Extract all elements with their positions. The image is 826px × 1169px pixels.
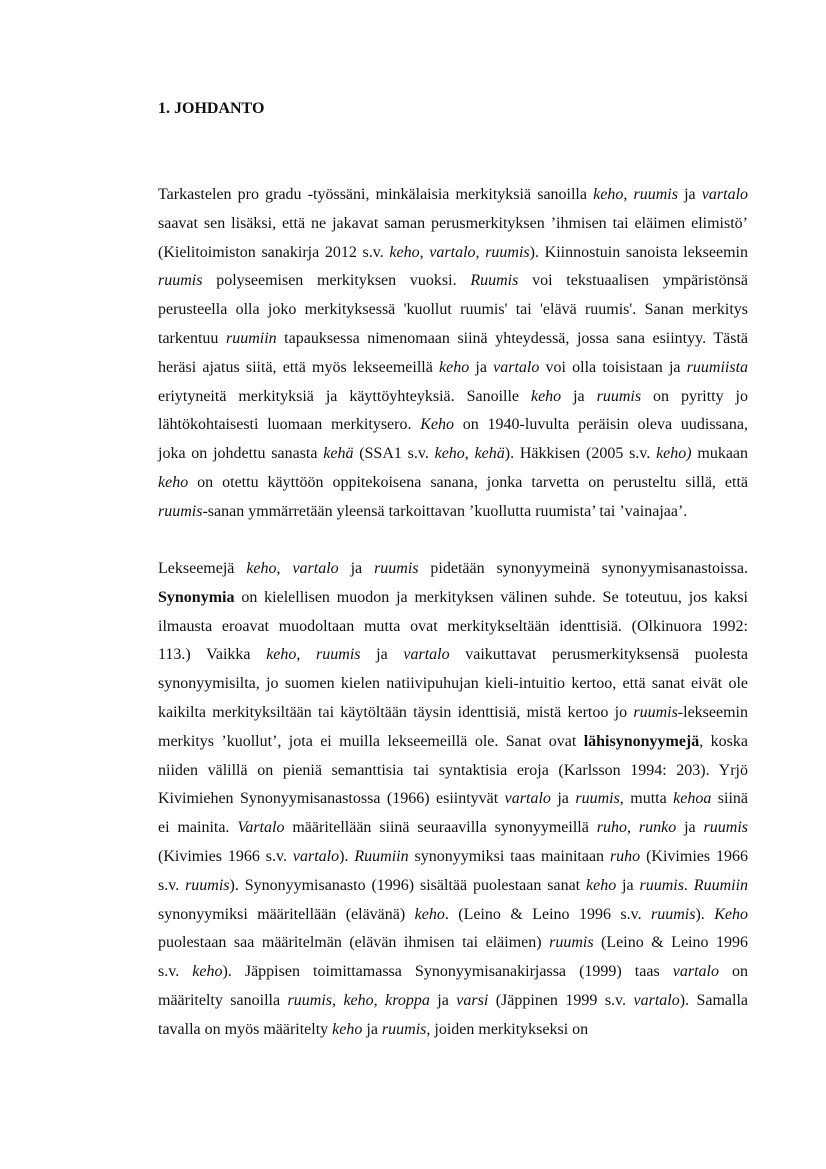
italic-term: ruumis [633, 186, 678, 203]
italic-term: keho [414, 905, 445, 923]
text-segment: ja [677, 186, 702, 203]
text-segment: siinä [711, 790, 749, 808]
italic-term: keho [585, 876, 617, 894]
italic-term: keho [246, 560, 277, 577]
text-segment: saavat sen lisäksi, että ne jakavat saman perusmerkityksen ’ihmisen tai eläimen elimistö’ [158, 214, 748, 232]
text-segment: , [623, 186, 634, 203]
italic-term: runko [638, 819, 677, 837]
text-line [158, 498, 748, 527]
italic-term: ruumiin [225, 329, 277, 347]
italic-term: kehä [474, 445, 505, 463]
text-segment: . (Leino & Leino 1996 s.v. [444, 905, 652, 923]
italic-term: ruumis [158, 502, 203, 520]
text-line [158, 641, 748, 670]
text-line [158, 872, 748, 901]
text-line [158, 210, 748, 239]
italic-term: ruumis [651, 905, 696, 923]
text-line [158, 181, 748, 210]
text-segment: vaikuttavat perusmerkityksensä puolesta [449, 646, 749, 664]
text-segment: on [718, 963, 749, 981]
text-segment: lähtökohtaisesti luomaan merkitysero. [158, 416, 421, 434]
italic-term: keho [343, 991, 374, 1009]
text-segment: perusteella olla joko merkityksessä 'kuollut ruumis' tai 'elävä ruumis'. Sanan merkitys [158, 301, 748, 319]
text-segment: , mutta [619, 790, 674, 808]
text-segment: , [464, 445, 475, 463]
italic-term: keho) [656, 445, 692, 463]
text-segment: määritelty sanoilla [158, 991, 288, 1009]
italic-term: keho [266, 646, 297, 664]
text-line [158, 267, 748, 296]
italic-term: ruumis [185, 876, 230, 894]
text-segment: ja [469, 358, 494, 376]
text-line [158, 785, 748, 814]
text-segment: ilmausta eroavat muodoltaan mutta ovat merkitykseltään identtisiä. (Olkinuora 1992: [158, 617, 748, 635]
text-segment: synonyymisilta, jo suomen kielen natiivipuhujan kieli-intuitio kertoo, että sanat eivät ole [158, 675, 748, 693]
text-segment: ja [338, 560, 375, 577]
text-segment: ja [360, 646, 404, 664]
italic-term: ruumis [549, 934, 594, 952]
text-segment: , [331, 991, 344, 1009]
text-segment: , koska [699, 732, 749, 750]
italic-term: ruumis [575, 790, 620, 808]
text-line [158, 699, 748, 728]
text-line [158, 728, 748, 757]
text-segment: (Leino & Leino 1996 [593, 934, 749, 952]
italic-term: vartalo [701, 186, 749, 203]
text-segment: ). Jäppisen toimittamassa Synonyymisanakirjassa (1999) taas [222, 963, 673, 981]
text-segment: , [626, 819, 639, 837]
text-segment: ). Häkkisen (2005 s.v. [504, 445, 657, 463]
text-segment: voi olla toisistaan ja [539, 358, 687, 376]
italic-term: Ruumiin [693, 876, 749, 894]
italic-term: keho [593, 186, 624, 203]
text-line [158, 296, 748, 325]
text-segment: (SSA1 s.v. [353, 445, 435, 463]
italic-term: ruumis [596, 387, 642, 405]
text-segment: niiden välillä on pieniä semanttisia tai syntaktisia eroja (Karlsson 1994: 203). Yrjö [158, 761, 748, 779]
text-segment: kaikilta merkityksiltään tai käytöltään täysin identtisiä, mistä kertoo jo [158, 703, 634, 721]
text-line [158, 584, 748, 613]
text-segment: 113.) Vaikka [158, 646, 267, 664]
text-line [158, 613, 748, 642]
text-segment: , joiden merkitykseksi on [426, 1020, 589, 1038]
text-segment: on kielellisen muodon ja merkityksen välinen suhde. Se toteutuu, jos kaksi [234, 588, 748, 606]
text-line [158, 555, 748, 584]
text-segment: eriytyneitä merkityksiä ja käyttöyhteyksiä. Sanoille [158, 387, 531, 405]
text-segment: ja [616, 876, 640, 894]
italic-term: vartalo [403, 646, 450, 664]
text-segment: on pyritty jo [641, 387, 749, 405]
text-line [158, 325, 748, 354]
text-segment: synonyymiksi määritellään (elävänä) [158, 905, 415, 923]
text-segment: tarkentuu [158, 329, 226, 347]
italic-term: keho [158, 473, 189, 491]
italic-term: vartalo [292, 560, 339, 577]
italic-term: keho, vartalo, ruumis [389, 243, 530, 261]
italic-term: Keho [420, 416, 455, 434]
text-segment: ja [676, 819, 704, 837]
text-segment: Tarkastelen pro gradu -työssäni, minkälaisia merkityksiä sanoilla [158, 186, 594, 203]
text-segment: voi tekstuaalisen ympäristönsä [518, 272, 749, 290]
italic-term: ruumis [381, 1020, 427, 1038]
italic-term: kehoa [673, 790, 712, 808]
text-line [158, 440, 748, 469]
text-segment: . [683, 876, 694, 894]
italic-term: kehä [323, 445, 354, 463]
text-segment: , [276, 560, 293, 577]
italic-term: ruho [596, 819, 627, 837]
italic-term: ruho [609, 847, 641, 865]
italic-term: ruumis [158, 272, 203, 290]
text-segment: ja [429, 991, 457, 1009]
italic-term: vartalo [672, 963, 719, 981]
text-segment: ). Synonyymisanasto (1996) sisältää puolestaan sanat [229, 876, 586, 894]
italic-term: vartalo [493, 358, 540, 376]
text-segment: heräsi ajatus siitä, että myös lekseemeillä [158, 358, 439, 376]
text-segment: (Kivimies 1966 s.v. [158, 847, 293, 865]
text-line [158, 901, 748, 930]
text-segment: määritellään siinä seuraavilla synonyymeillä [284, 819, 597, 837]
text-segment: ). Samalla [679, 991, 749, 1009]
text-segment: s.v. [158, 963, 193, 981]
text-segment: ). [695, 905, 715, 923]
text-segment: joka on johdettu sanasta [158, 445, 324, 463]
italic-term: ruumiista [686, 358, 749, 376]
italic-term: vartalo [504, 790, 551, 808]
text-segment: -sanan ymmärretään yleensä tarkoittavan ’kuollutta ruumista’ tai ’vainajaa’. [202, 502, 688, 520]
italic-term: keho [332, 1020, 363, 1038]
text-segment: synonyymiksi taas mainitaan [408, 847, 610, 865]
italic-term: ruumis [639, 876, 684, 894]
italic-term: Ruumis [470, 272, 519, 290]
text-line [158, 354, 748, 383]
text-segment: puolestaan saa määritelmän (elävän ihmisen tai eläimen) [158, 934, 550, 952]
text-segment: mukaan [691, 445, 749, 463]
bold-term: Synonymia [158, 588, 235, 606]
italic-term: vartalo [292, 847, 340, 865]
body-paragraph-1 [158, 181, 748, 527]
italic-term: varsi [456, 991, 489, 1009]
text-segment: pidetään synonyymeinä synonyymisanastoissa. [418, 560, 749, 577]
text-line [158, 239, 748, 268]
text-segment: Kivimiehen Synonyymisanastossa (1966) esiintyvät [158, 790, 505, 808]
italic-term: ruumis [287, 991, 332, 1009]
text-segment: (Kielitoimiston sanakirja 2012 s.v. [158, 243, 390, 261]
text-segment: , [373, 991, 386, 1009]
bold-term: lähisynonyymejä [583, 732, 700, 750]
text-segment: ei mainita. [158, 819, 238, 837]
text-line [158, 987, 748, 1016]
italic-term: keho [439, 358, 470, 376]
italic-term: Ruumiin [354, 847, 409, 865]
text-line [158, 814, 748, 843]
text-line [158, 383, 748, 412]
text-segment: -lekseemin [677, 703, 748, 721]
italic-term: ruumis [374, 560, 419, 577]
text-line [158, 670, 748, 699]
text-segment: ja [362, 1020, 382, 1038]
text-segment: tavalla on myös määritelty [158, 1020, 333, 1038]
text-segment: (Kivimies 1966 [640, 847, 748, 865]
text-segment: tapauksessa nimenomaan siinä yhteydessä, jossa sana esiintyy. Tästä [276, 329, 748, 347]
text-segment: Lekseemejä [158, 560, 247, 577]
italic-term: Vartalo [237, 819, 285, 837]
text-segment: ). [339, 847, 355, 865]
text-line [158, 411, 748, 440]
text-segment: s.v. [158, 876, 186, 894]
text-line [158, 1016, 748, 1045]
italic-term: vartalo [633, 991, 680, 1009]
text-segment: on 1940-luvulta peräisin oleva uudissana, [454, 416, 748, 434]
body-paragraph-2 [158, 555, 748, 1045]
text-line [158, 843, 748, 872]
italic-term: keho [434, 445, 465, 463]
text-segment: ). Kiinnostuin sanoista lekseemin [529, 243, 748, 261]
italic-term: ruumis [633, 703, 678, 721]
italic-term: keho [192, 963, 223, 981]
text-segment: , [296, 646, 317, 664]
text-segment: on otettu käyttöön oppitekoisena sanana, jonka tarvetta on perusteltu sillä, että [188, 473, 748, 491]
text-line [158, 469, 748, 498]
italic-term: ruumis [703, 819, 748, 837]
italic-term: keho [530, 387, 562, 405]
page-title: 1. JOHDANTO [158, 100, 265, 117]
text-segment: polyseemisen merkityksen vuoksi. [202, 272, 471, 290]
text-line [158, 929, 748, 958]
text-line [158, 958, 748, 987]
italic-term: kroppa [385, 991, 430, 1009]
italic-term: Keho [714, 905, 749, 923]
italic-term: ruumis [316, 646, 361, 664]
text-segment: merkitys ’kuollut’, jota ei muilla lekseemeillä ole. Sanat ovat [158, 732, 584, 750]
text-segment: ja [561, 387, 597, 405]
text-segment: ja [550, 790, 576, 808]
text-segment: (Jäppinen 1999 s.v. [488, 991, 634, 1009]
text-line [158, 757, 748, 786]
